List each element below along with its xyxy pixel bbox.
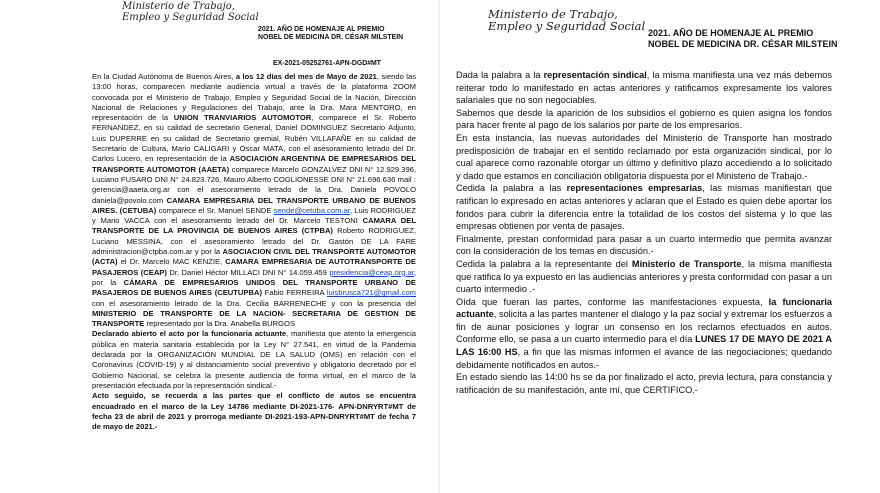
bold-text: representaciones empresarias: [566, 183, 703, 194]
text-run: , la misma manifiesta una vez más debemos reiterar todo lo manifestado en actas anteriores y ratificamos expresamente los valores salariales que no son negociables.: [456, 70, 832, 106]
paragraph: [456, 182, 832, 232]
email-link[interactable]: sende@cetuba.com.ar: [273, 205, 350, 215]
logo-line-1: Ministerio de Trabajo,: [122, 1, 235, 12]
text-run: , las mismas manifiestan que ratifican lo expresado en actas anteriores y aclaran que el Estado es quien debe aportar los fondos para cubrir la diferencia entre la totalidad de los costos del sistema y lo que las empresas obtienen por venta de pasajes.: [456, 183, 832, 232]
bold-text: UNION TRANVIARIOS AUTOMOTOR: [173, 113, 312, 123]
header-line-1: 2021. AÑO DE HOMENAJE AL PREMIO: [648, 28, 814, 38]
text-run: Dr. Daniel Héctor MILLACI DNI N° 14.059.459: [166, 267, 330, 277]
text-run: , la misma manifiesta que ratifica lo ya expuesto en las audiencias anteriores y presta conformidad con pasar a un cuarto intermedio .-: [456, 258, 832, 295]
text-run: Fabio FERREIRA: [261, 288, 327, 298]
text-run: Sabemos que desde la aparición de los subsidios el gobierno es quien asigna los fondos para hacer frente al pago de los salarios por parte de los empresarios.: [456, 107, 832, 131]
text-run: , comparece el Sr. Roberto FERNANDEZ, en su calidad de secretario General, Daniel DOMINGUEZ Secretario Adjunto, Luis DUPERRE en su calidad de Secretario gremial, Rubén VILLAFAÑE en su calidad de Secretario de Cultura, Mario CALIGARI y Oscar MATA, con el asesoramiento letrado del Dr. Carlos Lucero, en representación de la: [92, 113, 416, 164]
text-run: Roberto RODRIGUEZ, Luciano MESSINA, con el asesoramiento letrado del Dr. Gastón DE LA FARE administracion@ctpba.com.ar y por la: [92, 226, 416, 257]
year-header: [648, 28, 838, 50]
header-line-2: NOBEL DE MEDICINA DR. CÉSAR MILSTEIN: [648, 38, 838, 49]
text-run: , por la: [92, 267, 417, 287]
text-run: representado por la Dra. Anabella BURGOS: [144, 319, 296, 329]
email-link[interactable]: presidencia@ceap.org.ar: [329, 267, 414, 277]
document-reference: EX-2021-05252761-APN-DGD#MT: [273, 60, 381, 67]
paragraph: [92, 391, 416, 432]
text-run: En la Ciudad Autónoma de Buenos Aires,: [92, 72, 236, 81]
paragraph: [456, 371, 832, 396]
text-run: , a fin que las mismas informen el avance de las negociaciones; quedando debidamente notificados en autos.-: [456, 347, 833, 370]
text-run: comparece el Sr. Manuel SENDE: [156, 205, 274, 215]
paragraph: [92, 329, 416, 391]
paragraph: [456, 233, 832, 258]
paragraph: [456, 107, 832, 132]
logo-line-1: Ministerio de Trabajo,: [488, 7, 618, 21]
header-line-2: NOBEL DE MEDICINA DR. CÉSAR MILSTEIN: [258, 34, 404, 42]
bold-text: Acto seguido, se recuerda a las partes que el conflicto de autos se encuentra encuadrado en el marco de la Ley 14786 mediante DI-2021-176- APN-DNRYRT#MT de fecha 23 de abril de 2021 y prorroga mediante DI-2021-193-APN-DNRYRT#MT de fecha 7 de mayo de 2021.-: [92, 391, 416, 432]
text-run: , Luis RODRIGUEZ y Mario VACCA con el asesoramiento letrado del Dr. Marcelo TESTONI: [92, 205, 417, 226]
text-run: Cedida la palabra a las: [456, 183, 567, 194]
bold-text: CÁMARA DE EMPRESARIOS UNIDOS DEL TRANSPORTE URBANO DE PASAJEROS DE BUENOS AIRES (CEUTUPBA): [92, 277, 416, 298]
text-run: el Dr. Marcelo MAC KENZIE,: [117, 257, 226, 267]
bold-text: la funcionaria actuante: [456, 296, 832, 320]
header-line-1: 2021. AÑO DE HOMENAJE AL PREMIO: [258, 26, 385, 33]
paragraph: [92, 72, 416, 329]
ministry-logo: [122, 2, 259, 23]
text-run: Cedida la palabra a la representante del: [456, 258, 632, 269]
text-run: , manifiesta que atento la emergencia pública en materia sanitaria establecida por la Ley N° 27.541, en virtud de la Pandemia declarada por la ORGANIZACIÓN MUNDIAL DE LA SALUD (OMS) en relación con el Coronavirus (COVID-19) y al distanciamiento social preventivo y obligatorio decretado por el Gobierno Nacional, se celebra la presente audiencia de forma virtual, en el marco de la presentación efectuada por la representación sindical.-: [92, 329, 416, 390]
text-run: En estado siendo las 14:00 hs se da por finalizado el acto, previa lectura, para constancia y ratificación de su manifestación, ante mí, que CERTIFICO.-: [456, 372, 832, 395]
paragraph: [456, 69, 832, 107]
bold-text: representación sindical: [543, 70, 647, 80]
text-run: En esta instancia, las nuevas autoridades del Ministerio de Transporte han mostrado predisposición de trabajar en el sentido reclamado por esta organización sindical, por lo cual aparece como razonable otorgar un último y definitivo plazo accediendo a lo solicitado y dado que estamos en conciliación obligatoria dispuesta por el Ministerio de Trabajo.-: [456, 132, 832, 181]
text-run: Finalmente, prestan conformidad para pasar a un cuarto intermedio que permita avanzar con la consideración de los temas en discusión.-: [456, 233, 832, 257]
text-run: comparece Marcelo GONZALVEZ DNI N° 12.929.396, Luciano FUSARO DNI N° 24.823.726, Mauro Alberto COGLIONESSE DNI N° 21.696.636 mail : gerencia@aaeta.org.ar con el asesoramiento letrado de la Dra. Daniela POVOLO daniela@povolo.com: [92, 164, 417, 205]
logo-line-2: Empleo y Seguridad Social: [122, 11, 259, 23]
bold-text: CAMARA DEL TRANSPORTE DE LA PROVINCIA DE BUENOS AIRES (CTPBA): [92, 216, 416, 236]
email-link[interactable]: luisbrusca721@gmail.com: [326, 288, 416, 298]
bold-text: CAMARA EMPRESARIA DEL TRANSPORTE URBANO DE BUENOS AIRES. (CETUBA): [92, 195, 416, 215]
text-run: , solicita a las partes mantener el dialogo y la paz social y extremar los esfuerzos a fin de aunar posiciones y lograr un consenso en los reclamos efectuados en autos. Conforme ello, se pasa a un cuarto intermedio para el día: [456, 309, 832, 345]
left-body: [92, 72, 416, 432]
text-run: , siendo las 13:00 horas, comparecen mediante audiencia virtual a través de la plataforma ZOOM convocada por el Ministerio de Trabajo, Empleo y Seguridad Social de la Nación, Dirección Nacional de Relaciones y Regulaciones del Trabajo, ante la Dra. Mara MENTORO, en representación de la: [92, 72, 417, 123]
paragraph: [456, 132, 832, 182]
bold-text: ASOCIACION ARGENTINA DE EMPRESARIOS DEL TRANSPORTE AUTOMOTOR (AAETA): [92, 154, 417, 174]
text-run: con el asesoramiento letrado de la Dra. Cecilia BARRENECHE y con la presencia del: [92, 298, 416, 308]
bold-text: ASOCIACION CIVIL DEL TRANSPORTE AUTOMOTOR (ACTA): [92, 247, 416, 267]
text-run: Oída que fueran las partes, conforme las manifestaciones expuesta,: [456, 296, 769, 307]
bold-text: Declarado abierto el acto por la funcionaria actuante: [92, 329, 287, 339]
text-run: Dada la palabra a la: [456, 70, 544, 80]
paragraph: [456, 296, 832, 372]
bold-text: CAMARA EMPRESARIA DE AUTOTRANSPORTE DE PASAJEROS (CEAP): [92, 257, 416, 277]
bold-text: Ministerio de Transporte: [631, 258, 742, 269]
ministry-logo: [488, 8, 645, 32]
bold-text: LUNES 17 DE MAYO DE 2021 A LAS 16:00 HS: [456, 334, 832, 358]
right-body: [456, 69, 832, 396]
year-header: [258, 26, 403, 43]
logo-line-2: Empleo y Seguridad Social: [488, 19, 646, 34]
bold-text: MINISTERIO DE TRANSPORTE DE LA NACION- SECRETARIA DE GESTION DE TRANSPORTE: [92, 308, 416, 329]
bold-text: a los 12 días del mes de Mayo de 2021: [235, 72, 377, 81]
paragraph: [456, 258, 832, 296]
